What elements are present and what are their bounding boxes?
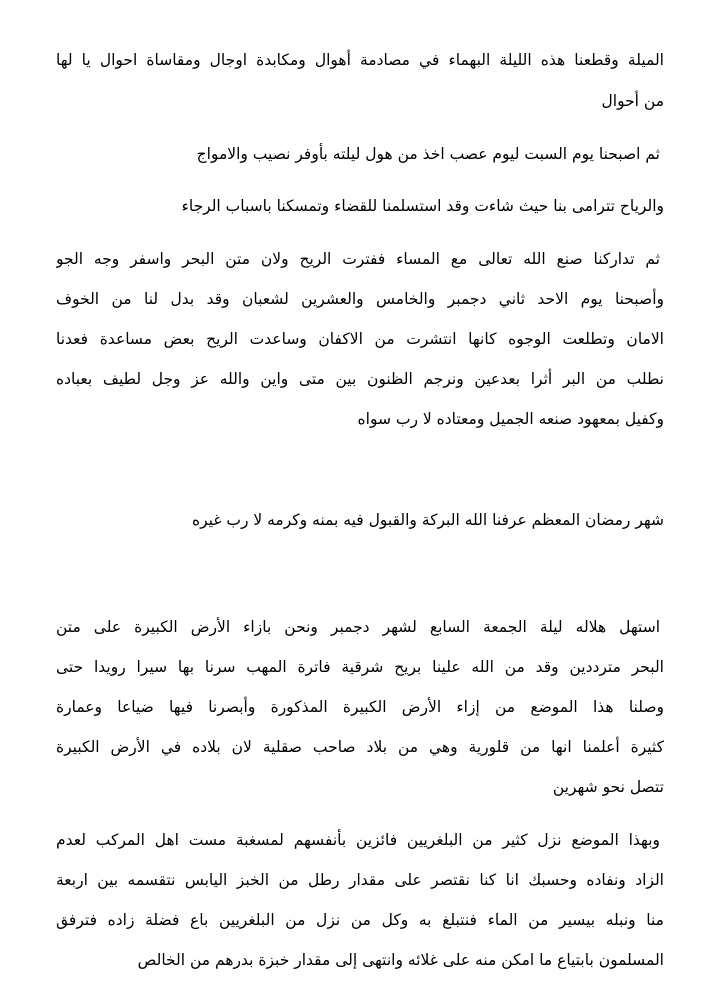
text-line: استهل هلاله ليلة الجمعة السابع لشهر دجمبر ونحن بازاء الأرض الكبيرة على متن xyxy=(56,618,660,636)
text-line: الميلة وقطعنا هذه الليلة البهماء في مصادمة أهوال ومكابدة اوجال ومقاساة احوال يا لها xyxy=(56,51,664,69)
text-line: الزاد ونفاده وحسبك انا كنا نقتصر على مقدار رطل من الخبز اليابس نتقسمه بين اربعة xyxy=(56,871,664,889)
text-line: ثم اصبحنا يوم السبت ليوم عصب اخذ من هول ليلته بأوفر نصيب والامواج xyxy=(196,145,660,163)
text-line: والرياح تترامى بنا حيث شاءت وقد استسلمنا للقضاء وتمسكنا باسباب الرجاء xyxy=(181,197,664,215)
text-line: ثم تداركنا صنع الله تعالى مع المساء ففترت الريح ولان متن البحر واسفر وجه الجو xyxy=(56,250,660,268)
text-line: المسلمون بابتياع ما امكن منه على غلائه وانتهى إلى مقدار خبزة بدرهم من الخالص xyxy=(137,951,664,969)
text-line: كثيرة أعلمنا انها من قلورية وهي من بلاد صاحب صقلية لان بلاده في الأرض الكبيرة xyxy=(56,738,664,756)
text-line: وبهذا الموضع نزل كثير من البلغريين فائزين بأنفسهم لمسغبة مست اهل المركب لعدم xyxy=(56,831,660,849)
text-line: نطلب من البر أثرا بعدعين ونرجم الظنون بين متى واين والله عز وجل لطيف بعباده xyxy=(56,370,664,388)
text-line: البحر مترددين وقد من الله علينا بريح شرقية فاترة المهب سرنا بها سيرا رويدا حتى xyxy=(56,658,664,676)
text-line: وصلنا هذا الموضع من إزاء الأرض الكبيرة المذكورة وأبصرنا فيها ضياعا وعمارة xyxy=(56,698,664,716)
text-line: منا ونبله بيسير من الماء فنتبلغ به وكل من نزل من البلغريين باع فضلة زاده فترفق xyxy=(56,911,664,929)
text-line: الامان وتطلعت الوجوه كانها انتشرت من الاكفان وساعدت الريح بعض مساعدة فعدنا xyxy=(56,330,664,348)
text-line: من أحوال xyxy=(601,92,664,110)
text-line: وأصبحنا يوم الاحد ثاني دجمبر والخامس والعشرين لشعبان وقد بدل لنا من الخوف xyxy=(56,290,664,308)
text-line: وكفيل بمعهود صنعه الجميل ومعتاده لا رب سواه xyxy=(357,410,664,428)
text-line: تتصل نحو شهرين xyxy=(552,778,664,796)
section-heading: شهر رمضان المعظم عرفنا الله البركة والقبول فيه بمنه وكرمه لا رب غيره xyxy=(191,511,664,529)
